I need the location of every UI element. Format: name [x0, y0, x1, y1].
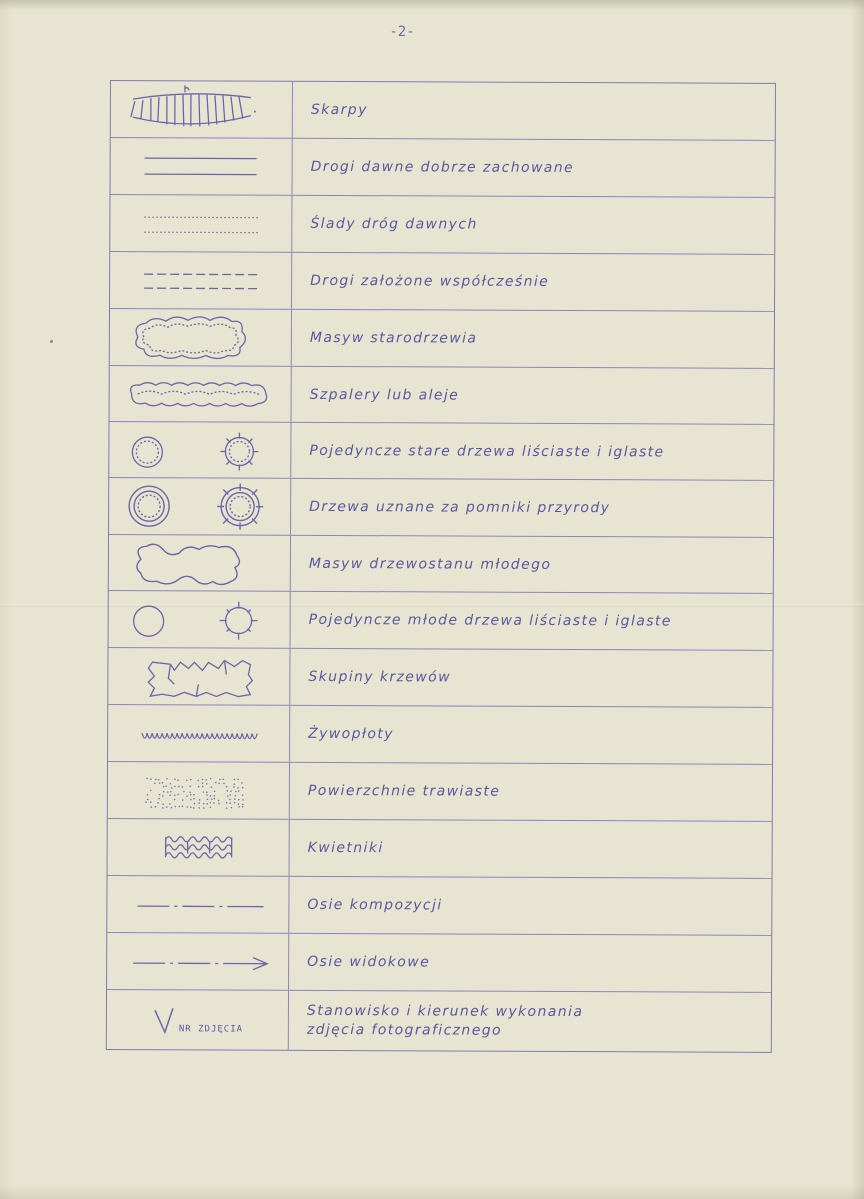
young-tree-cluster-icon [109, 535, 291, 592]
legend-symbol-cell [109, 422, 291, 478]
legend-symbol-cell [111, 81, 293, 138]
legend-row-photo-station [107, 990, 771, 1052]
legend-label: Szpalery lub aleje [309, 386, 460, 404]
legend-symbol-cell [110, 195, 292, 252]
legend-label: Żywopłoty [308, 725, 394, 743]
legend-symbol-cell [108, 819, 290, 876]
old-tree-cluster-icon [110, 309, 292, 367]
legend-row-old-road-traces [110, 195, 774, 255]
legend-row-flower-beds [108, 819, 772, 879]
legend-label: Masyw drzewostanu młodego [308, 555, 552, 573]
natural-monument-trees-icon [109, 478, 291, 536]
double-dotted-line-icon [110, 195, 292, 253]
shrub-group-icon [108, 648, 290, 706]
legend-symbol-cell [110, 309, 292, 366]
legend-label-line-2: zdjęcia fotograficznego [306, 1021, 503, 1039]
legend-row-modern-roads [110, 252, 774, 312]
legend-row-natural-monuments [109, 478, 773, 538]
legend-row-view-axes [107, 933, 771, 993]
legend-symbol-cell [108, 762, 290, 819]
legend-label: Kwietniki [307, 839, 384, 857]
legend-symbol-cell [108, 648, 290, 705]
legend-row-single-young-trees [109, 591, 773, 651]
legend-label: Skarpy [310, 101, 368, 119]
legend-row-old-roads-preserved [110, 138, 774, 198]
legend-label [307, 991, 584, 1051]
double-dashed-line-icon [110, 252, 292, 310]
legend-label-line-1: Stanowisko i kierunek wykonania [306, 1002, 584, 1020]
legend-row-shrub-groups [108, 648, 772, 708]
legend-label: Ślady dróg dawnych [310, 215, 478, 233]
legend-label: Osie kompozycji [307, 896, 443, 914]
legend-label: Skupiny krzewów [308, 668, 451, 686]
legend-symbol-cell [110, 366, 292, 422]
legend-row-slopes [111, 81, 775, 141]
double-solid-line-icon [110, 138, 292, 196]
grass-area-icon [108, 762, 290, 820]
legend-table [106, 80, 776, 1053]
legend-label: Masyw starodrzewia [309, 329, 478, 347]
hedge-icon [108, 705, 290, 763]
composition-axis-icon [107, 876, 289, 934]
legend-row-hedges [108, 705, 772, 765]
single-young-trees-icon [109, 591, 291, 649]
legend-label: Pojedyncze młode drzewa liściaste i iglaste [308, 611, 672, 630]
legend-symbol-cell [107, 990, 289, 1050]
tree-avenue-icon [110, 366, 292, 423]
legend-symbol-cell [108, 705, 290, 762]
legend-row-avenues [110, 366, 774, 425]
legend-symbol-cell [107, 876, 289, 933]
legend-symbol-cell [109, 591, 291, 648]
legend-label: Pojedyncze stare drzewa liściaste i iglaste [309, 442, 665, 460]
legend-label: Osie widokowe [307, 953, 431, 971]
legend-label: Powierzchnie trawiaste [307, 782, 501, 800]
legend-label: Drzewa uznane za pomniki przyrody [309, 498, 611, 517]
single-old-trees-icon [109, 422, 291, 479]
slope-hatching-icon [111, 81, 293, 139]
flower-bed-icon [108, 819, 290, 877]
legend-label: Drogi dawne dobrze zachowane [310, 158, 575, 177]
photo-number-note: NR ZDJĘCIA [178, 1024, 244, 1035]
legend-symbol-cell [110, 252, 292, 309]
legend-label: Drogi założone współcześnie [310, 272, 550, 290]
legend-symbol-cell [109, 478, 291, 535]
legend-row-young-tree-stand [109, 535, 773, 594]
legend-symbol-cell [109, 535, 291, 591]
legend-row-composition-axes [107, 876, 771, 936]
paper-speck [50, 340, 53, 343]
legend-row-single-old-trees [109, 422, 773, 481]
photo-station-icon [107, 990, 289, 1050]
legend-row-old-tree-stand [110, 309, 774, 369]
legend-symbol-cell [111, 138, 293, 195]
legend-row-grass-areas [108, 762, 772, 822]
view-axis-arrow-icon [107, 933, 289, 991]
legend-symbol-cell [107, 933, 289, 990]
page-number: -2- [389, 24, 415, 40]
